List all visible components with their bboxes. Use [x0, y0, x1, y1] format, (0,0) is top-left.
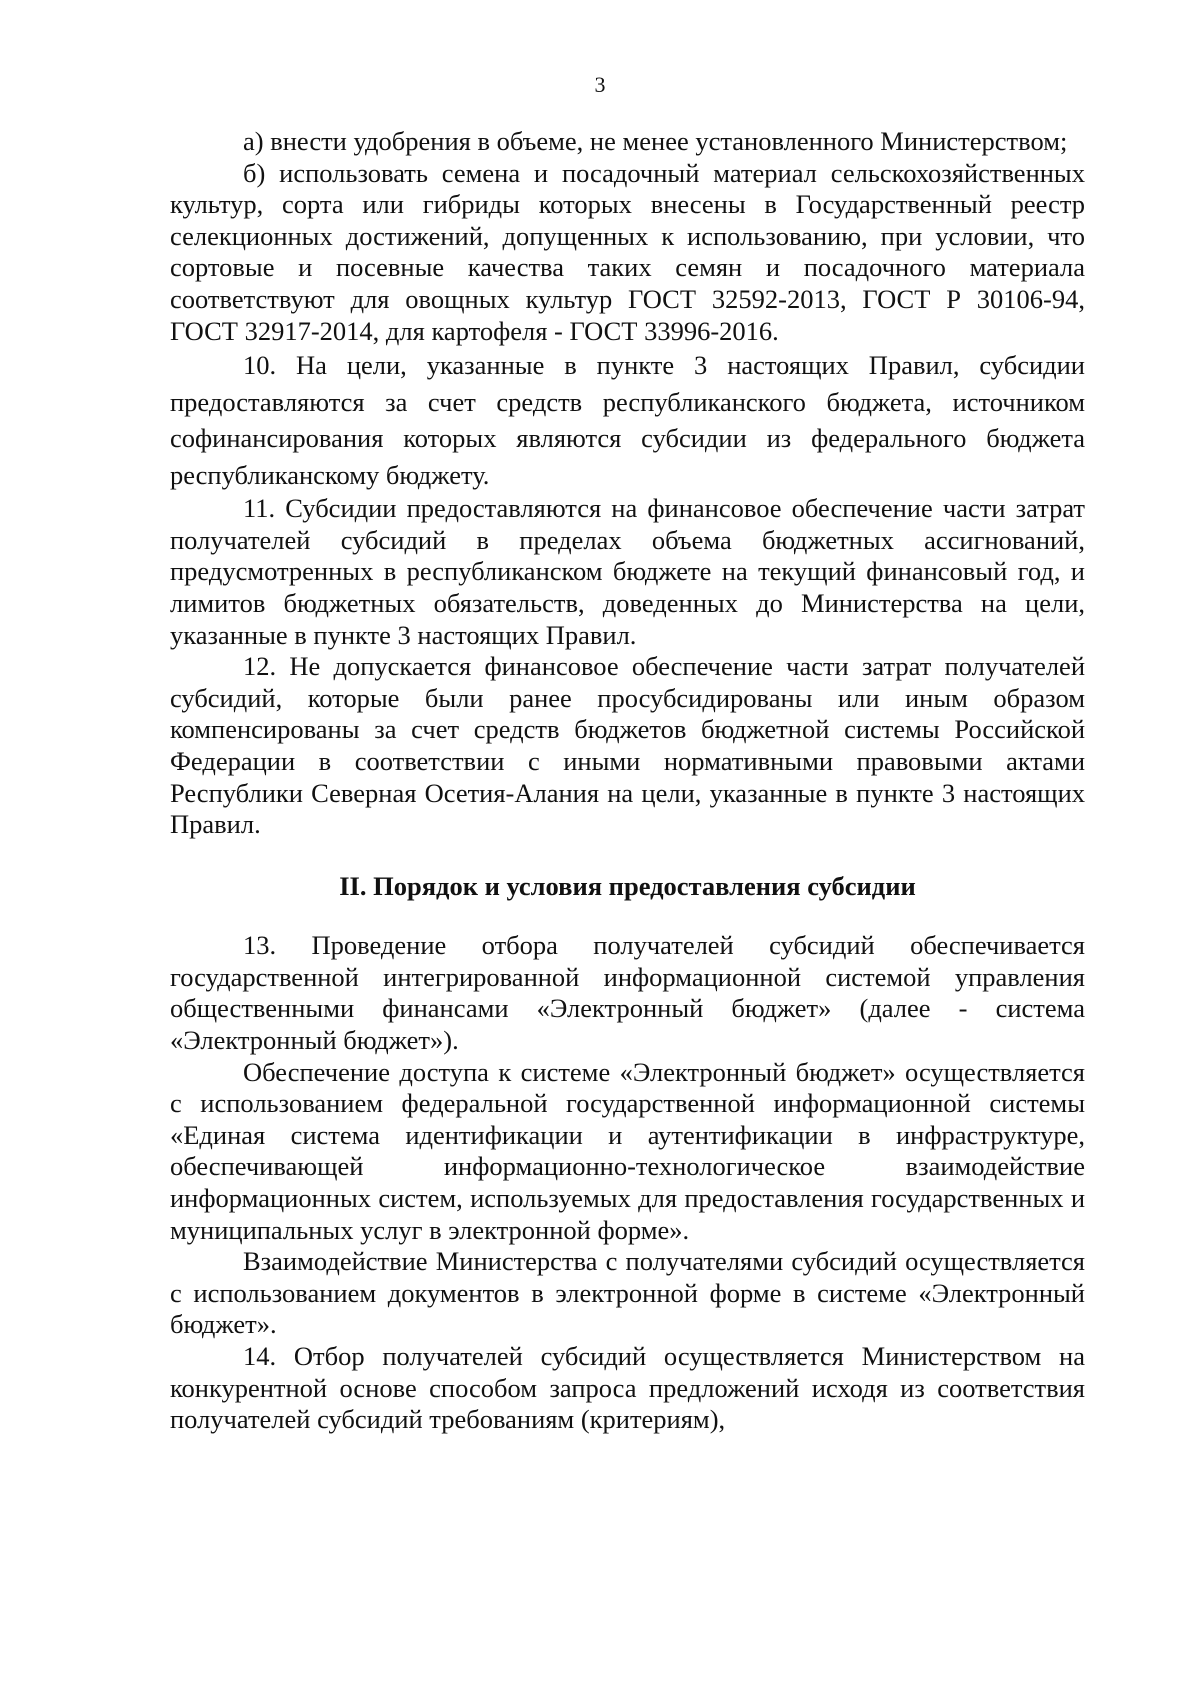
paragraph-11: 11. Субсидии предоставляются на финансовое обеспечение части затрат получателей субсидий в пределах объема бюджетных ассигнований, предусмотренных в республиканском бюджете на текущий финансовый год, и лимитов бюджетных обязательств, доведенных до Министерства на цели, указанные в пункте 3 настоящих Правил.: [170, 493, 1085, 650]
paragraph-13: 13. Проведение отбора получателей субсидий обеспечивается государственной интегрированной информационной системой управления общественными финансами «Электронный бюджет» (далее - система «Электронный бюджет»).: [170, 930, 1085, 1056]
paragraph-item-a: а) внести удобрения в объеме, не менее установленного Министерством;: [243, 126, 1068, 156]
document-body: [170, 126, 1085, 1436]
paragraph-14: 14. Отбор получателей субсидий осуществляется Министерством на конкурентной основе способом запроса предложений исходя из соответствия получателей субсидий требованиям (критериям),: [170, 1341, 1085, 1435]
paragraph-10: 10. На цели, указанные в пункте 3 настоящих Правил, субсидии предоставляются за счет средств республиканского бюджета, источником софинансирования которых являются субсидии из федерального бюджета республиканскому бюджету.: [170, 350, 1085, 490]
page-number: 3: [594, 72, 606, 97]
paragraph-item-b: б) использовать семена и посадочный материал сельскохозяйственных культур, сорта или гибриды которых внесены в Государственный реестр селекционных достижений, допущенных к использованию, при условии, что сортовые и посевные качества таких семян и посадочного материала соответствуют для овощных культур ГОСТ 32592-2013, ГОСТ Р 30106-94, ГОСТ 32917-2014, для картофеля - ГОСТ 33996-2016.: [170, 157, 1085, 346]
section-heading: II. Порядок и условия предоставления субсидии: [339, 870, 916, 901]
paragraph-12: 12. Не допускается финансовое обеспечение части затрат получателей субсидий, которые были ранее просубсидированы или иным образом компенсированы за счет средств бюджетов бюджетной системы Российской Федерации в соответствии с иными нормативными правовыми актами Республики Северная Осетия-Алания на цели, указанные в пункте 3 настоящих Правил.: [170, 651, 1085, 840]
paragraph-access: Обеспечение доступа к системе «Электронный бюджет» осуществляется с использованием федеральной государственной информационной системы «Единая система идентификации и аутентификации в инфраструктуре, обеспечивающей информационно-технологическое взаимодействие информационных систем, используемых для предоставления государственных и муниципальных услуг в электронной форме».: [170, 1056, 1085, 1245]
paragraph-interaction: Взаимодействие Министерства с получателями субсидий осуществляется с использованием документов в электронной форме в системе «Электронный бюджет».: [170, 1246, 1085, 1340]
